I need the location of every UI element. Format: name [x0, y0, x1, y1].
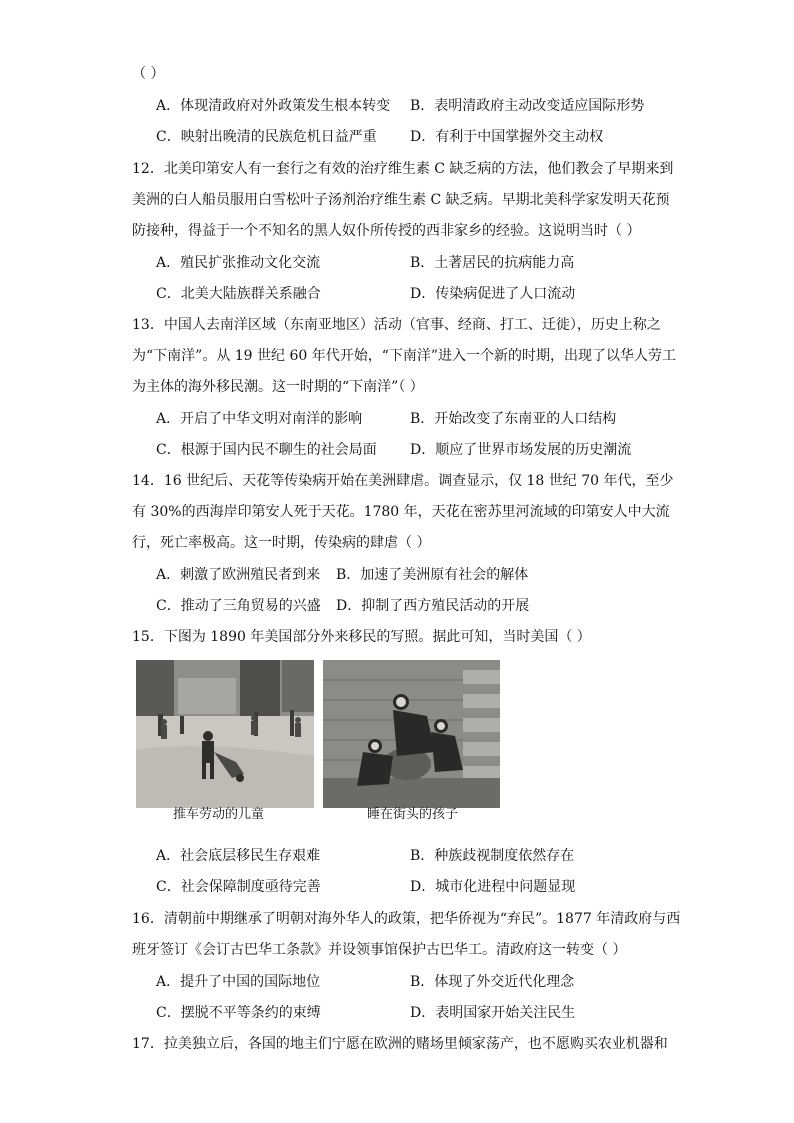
- q13-option-c: C．根源于国内民不聊生的社会局面: [156, 442, 377, 458]
- q12-stem-line-1: 12．北美印第安人有一套行之有效的治疗维生素 C 缺乏病的方法，他们教会了早期来到: [132, 161, 674, 177]
- q11-option-a: A．体现清政府对外政策发生根本转变: [156, 98, 391, 114]
- q16-option-c: C．摆脱不平等条约的束缚: [156, 1005, 321, 1021]
- photo-caption-right: 睡在街头的孩子: [367, 807, 459, 822]
- q16-stem-line-1: 16．清朝前中期继承了明朝对海外华人的政策，把华侨视为“弃民”。1877 年清政府与西: [132, 911, 681, 927]
- q11-option-c: C．映射出晚清的民族危机日益严重: [156, 129, 377, 145]
- q15-option-c: C．社会保障制度亟待完善: [156, 879, 321, 895]
- q14-option-a: A．刺激了欧洲殖民者到来: [156, 567, 321, 583]
- q16-option-b: B．体现了外交近代化理念: [410, 974, 575, 990]
- q13-stem-line-2: 为“下南洋”。从 19 世纪 60 年代开始，“下南洋”进入一个新的时期，出现了以华人劳工: [132, 348, 677, 364]
- q16-option-a: A．提升了中国的国际地位: [156, 974, 321, 990]
- q15-option-a: A．社会底层移民生存艰难: [156, 848, 321, 864]
- photo-caption-left: 推车劳动的儿童: [173, 807, 265, 822]
- q15-stem-line-1: 15．下图为 1890 年美国部分外来移民的写照。据此可知，当时美国（ ）: [132, 629, 591, 645]
- photo-children-sleeping-street: [323, 660, 500, 808]
- q13-option-b: B．开始改变了东南亚的人口结构: [410, 411, 617, 427]
- q13-stem-line-1: 13．中国人去南洋区域（东南亚地区）活动（官事、经商、打工、迁徙），历史上称之: [132, 317, 661, 333]
- q12-stem-line-2: 美洲的白人船员服用白雪松叶子汤剂治疗维生素 C 缺乏病。早期北美科学家发明天花预: [132, 192, 670, 208]
- q16-option-d: D．表明国家开始关注民生: [410, 1005, 576, 1021]
- q13-option-a: A．开启了中华文明对南洋的影响: [156, 411, 363, 427]
- q15-option-d: D．城市化进程中问题显现: [410, 879, 576, 895]
- q16-stem-line-2: 班牙签订《会订古巴华工条款》并设领事馆保护古巴华工。清政府这一转变（ ）: [132, 942, 627, 958]
- q14-stem-line-3: 行，死亡率极高。这一时期，传染病的肆虐（ ）: [132, 535, 431, 551]
- q14-option-b: B．加速了美洲原有社会的解体: [336, 567, 529, 583]
- q13-stem-line-3: 为主体的海外移民潮。这一时期的“下南洋”（ ）: [132, 379, 424, 395]
- q12-stem-line-3: 防接种，得益于一个不知名的黑人奴仆所传授的西非家乡的经验。这说明当时（ ）: [132, 223, 641, 239]
- q14-stem-line-1: 14．16 世纪后、天花等传染病开始在美洲肆虐。调查显示，仅 18 世纪 70 年代，至少: [132, 473, 674, 489]
- q14-stem-line-2: 有 30%的西海岸印第安人死于天花。1780 年，天花在密苏里河流域的印第安人中大流: [132, 504, 670, 520]
- q11-answer-bracket: （ ）: [132, 66, 165, 82]
- q17-stem-line-1: 17．拉美独立后，各国的地主们宁愿在欧洲的赌场里倾家荡产，也不愿购买农业机器和: [132, 1036, 668, 1052]
- q11-option-d: D．有利于中国掌握外交主动权: [410, 129, 604, 145]
- q14-option-c: C．推动了三角贸易的兴盛: [156, 598, 321, 614]
- q12-option-c: C．北美大陆族群关系融合: [156, 286, 321, 302]
- photo-child-pushing-cart: [136, 660, 314, 808]
- q11-option-b: B．表明清政府主动改变适应国际形势: [410, 98, 645, 114]
- q13-option-d: D．顺应了世界市场发展的历史潮流: [410, 442, 632, 458]
- q12-option-b: B．土著居民的抗病能力高: [410, 255, 575, 271]
- q12-option-a: A．殖民扩张推动文化交流: [156, 255, 321, 271]
- q15-option-b: B．种族歧视制度依然存在: [410, 848, 575, 864]
- q14-option-d: D．抑制了西方殖民活动的开展: [336, 598, 530, 614]
- q12-option-d: D．传染病促进了人口流动: [410, 286, 576, 302]
